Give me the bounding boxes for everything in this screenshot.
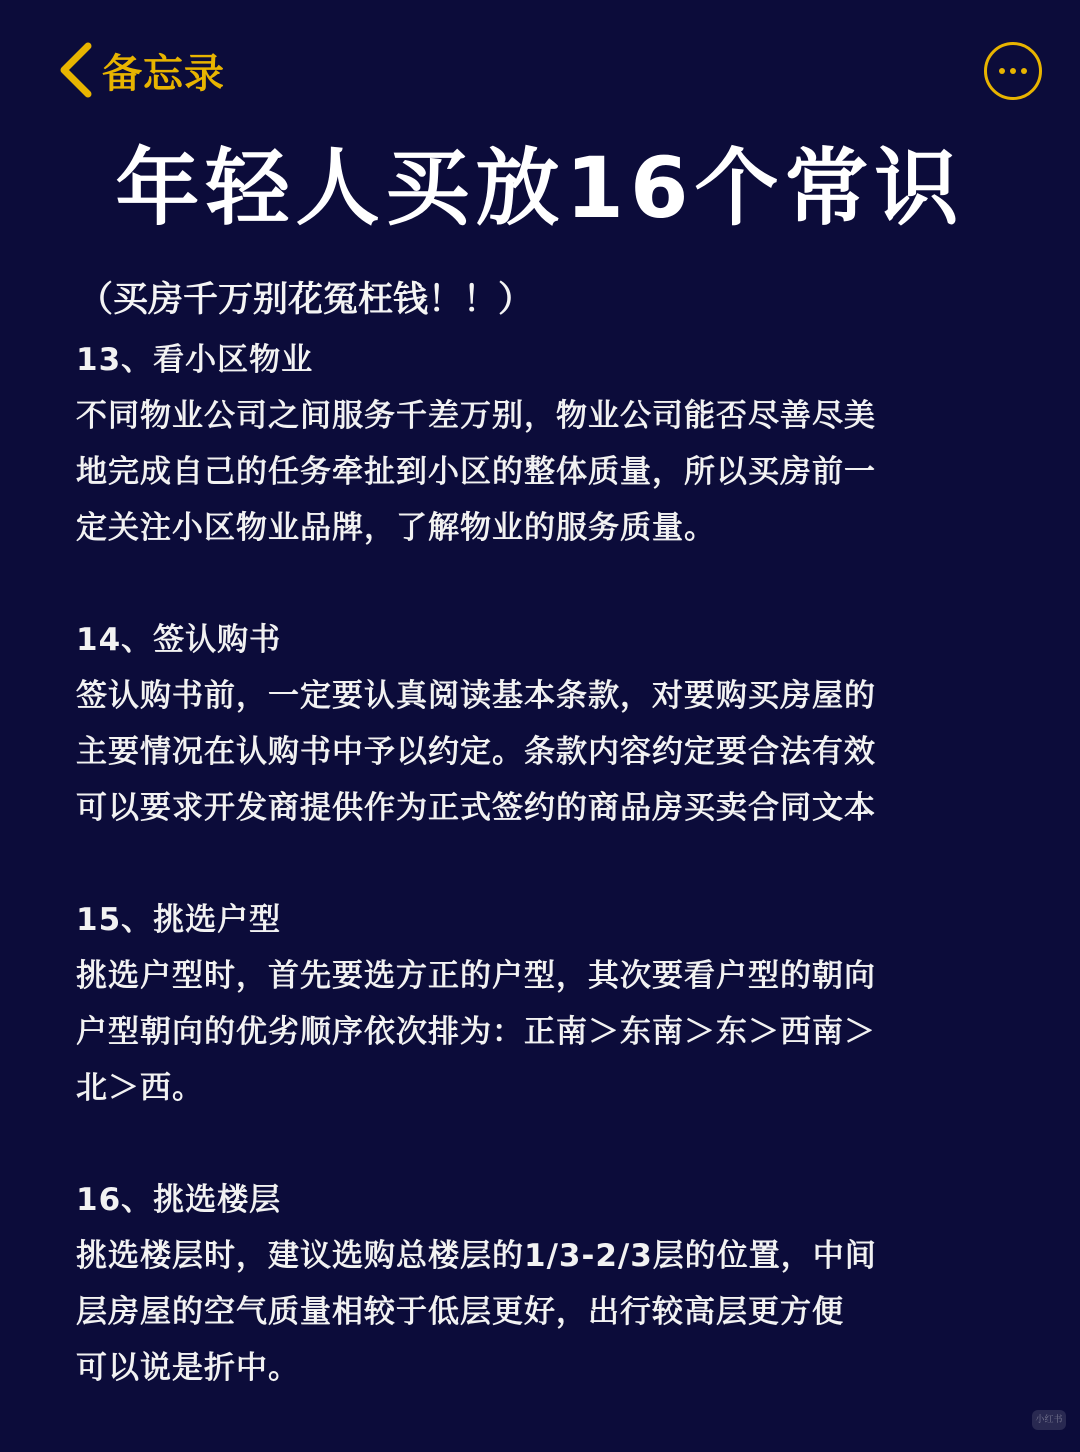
page-title: 年轻人买放16个常识 [115, 139, 965, 237]
page-subtitle: （买房千万别花冤枉钱！！） [78, 280, 534, 320]
section-body: 不同物业公司之间服务千差万别，物业公司能否尽善尽美 地完成自己的任务牵扯到小区的整体质量，所以买房前一 定关注小区物业品牌，了解物业的服务质量。 [76, 398, 876, 546]
section-14 [76, 612, 996, 836]
note-content [76, 332, 996, 1452]
watermark-logo: 小红书 [1032, 1410, 1066, 1430]
back-label: 备忘录 [102, 50, 225, 97]
section-13 [76, 332, 996, 556]
section-16 [76, 1172, 996, 1396]
more-options-button[interactable] [984, 42, 1042, 100]
section-heading: 14、签认购书 [76, 622, 282, 658]
section-body: 挑选楼层时，建议选购总楼层的1/3-2/3层的位置，中间 层房屋的空气质量相较于低层更好，出行较高层更方便 可以说是折中。 [76, 1238, 877, 1386]
navigation-bar [58, 38, 1042, 102]
chevron-left-icon [58, 42, 94, 98]
more-horizontal-icon [999, 68, 1005, 74]
section-heading: 16、挑选楼层 [76, 1182, 282, 1218]
back-button[interactable] [58, 38, 225, 102]
section-heading: 15、挑选户型 [76, 902, 282, 938]
section-body: 签认购书前，一定要认真阅读基本条款，对要购买房屋的 主要情况在认购书中予以约定。条款内容约定要合法有效 可以要求开发商提供作为正式签约的商品房买卖合同文本 [76, 678, 876, 826]
section-15 [76, 892, 996, 1116]
section-body: 挑选户型时，首先要选方正的户型，其次要看户型的朝向 户型朝向的优劣顺序依次排为：正南＞东南＞东＞西南＞ 北＞西。 [76, 958, 876, 1106]
section-heading: 13、看小区物业 [76, 342, 314, 378]
